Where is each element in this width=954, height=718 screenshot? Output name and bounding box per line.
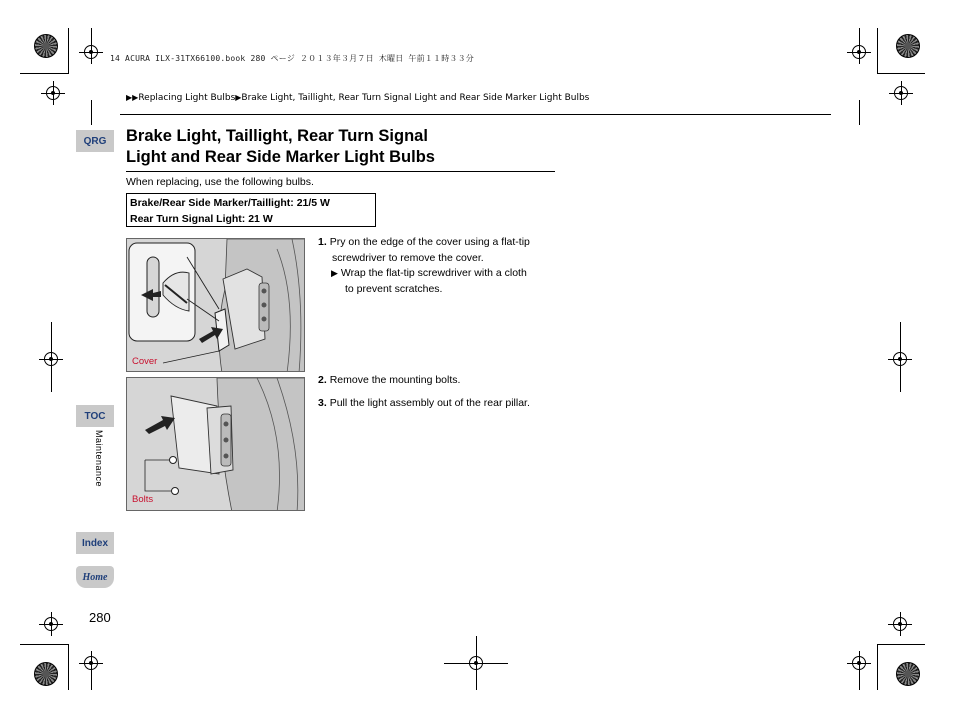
registration-target-icon <box>44 617 58 631</box>
note-arrow-icon: ▶ <box>331 268 338 278</box>
registration-disc-icon <box>896 662 920 686</box>
bolts-illustration-icon <box>127 378 305 511</box>
page-number: 280 <box>89 610 111 625</box>
breadcrumb-arrow-icon: ▶▶ <box>126 93 139 102</box>
title-rule <box>126 171 555 172</box>
step-1-note <box>331 266 527 297</box>
step-3-text: Pull the light assembly out of the rear pillar. <box>329 397 530 409</box>
header-rule <box>120 114 831 115</box>
registration-target-icon <box>852 656 866 670</box>
qrg-tab[interactable]: QRG <box>76 130 114 152</box>
home-button[interactable]: Home <box>76 566 114 588</box>
intro-text: When replacing, use the following bulbs. <box>126 176 314 188</box>
figure-caption-cover: Cover <box>132 356 158 367</box>
step-2-text: Remove the mounting bolts. <box>329 374 461 386</box>
step-3 <box>318 396 530 412</box>
cover-illustration-icon <box>127 239 305 372</box>
figure-remove-bolts <box>126 377 305 511</box>
step-2-number: 2. <box>318 374 327 386</box>
step-2 <box>318 373 460 389</box>
breadcrumb-arrow-icon: ▶ <box>235 93 242 102</box>
book-print-line: 14 ACURA ILX-31TX66100.book 280 ページ ２０１３年３月７日 木曜日 午前１１時３３分 <box>110 54 475 63</box>
breadcrumb-link-replacing-bulbs[interactable]: Replacing Light Bulbs <box>138 93 236 103</box>
registration-disc-icon <box>34 34 58 58</box>
figure-remove-cover <box>126 238 305 372</box>
step-3-number: 3. <box>318 397 327 409</box>
step-1-text-line2: screwdriver to remove the cover. <box>332 251 484 264</box>
page-title <box>126 126 435 168</box>
page-title-line2: Light and Rear Side Marker Light Bulbs <box>126 148 435 166</box>
breadcrumb-current: Brake Light, Taillight, Rear Turn Signal Light and Rear Side Marker Light Bulbs <box>241 93 590 103</box>
bulb-spec-box <box>126 193 376 227</box>
registration-target-icon <box>894 86 908 100</box>
registration-target-icon <box>893 617 907 631</box>
registration-target-icon <box>84 656 98 670</box>
step-1 <box>318 235 530 266</box>
step-1-note-line1: Wrap the flat-tip screwdriver with a cloth <box>340 267 527 279</box>
figure-caption-bolts: Bolts <box>132 494 154 505</box>
step-1-text-line1: Pry on the edge of the cover using a flat-tip <box>329 236 530 248</box>
registration-target-icon <box>46 86 60 100</box>
registration-target-icon <box>84 45 98 59</box>
section-label: Maintenance <box>94 430 104 488</box>
spec-brake-marker-tail: Brake/Rear Side Marker/Taillight: 21/5 W <box>130 197 330 209</box>
step-1-note-line2: to prevent scratches. <box>345 282 443 295</box>
registration-target-icon <box>852 45 866 59</box>
registration-disc-icon <box>34 662 58 686</box>
toc-tab[interactable]: TOC <box>76 405 114 427</box>
registration-disc-icon <box>896 34 920 58</box>
page-title-line1: Brake Light, Taillight, Rear Turn Signal <box>126 127 428 145</box>
index-tab[interactable]: Index <box>76 532 114 554</box>
breadcrumb <box>126 93 589 103</box>
spec-turn-signal: Rear Turn Signal Light: 21 W <box>130 213 273 225</box>
step-1-number: 1. <box>318 236 327 248</box>
